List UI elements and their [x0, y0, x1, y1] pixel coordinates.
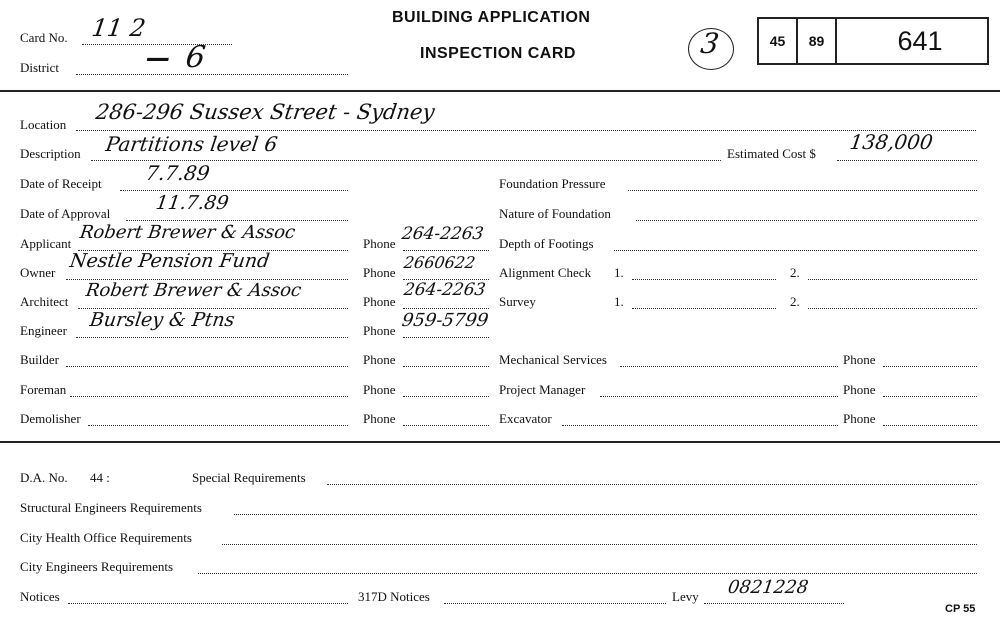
box-cell-1: 45	[759, 19, 798, 63]
date-of-receipt-line	[120, 190, 348, 191]
survey-1-label: 1.	[614, 294, 624, 309]
title-line-2: INSPECTION CARD	[420, 45, 576, 62]
mechanical-services-line	[620, 366, 838, 367]
da-no-value: 44 :	[90, 470, 110, 485]
mechanical-services-phone-label: Phone	[843, 352, 876, 367]
district-value: 6	[183, 40, 208, 75]
survey-1-line	[632, 308, 776, 309]
foreman-phone-label: Phone	[363, 382, 396, 397]
demolisher-phone-line	[403, 425, 489, 426]
city-engineers-requirements-line	[198, 573, 977, 574]
box-cell-2: 89	[798, 19, 837, 63]
survey-label: Survey	[499, 294, 536, 309]
demolisher-label: Demolisher	[20, 411, 81, 426]
estimated-cost-value: 138,000	[848, 130, 935, 154]
district-label: District	[20, 60, 59, 75]
date-of-approval-value: 11.7.89	[154, 192, 231, 214]
levy-line	[704, 603, 844, 604]
foundation-pressure-line	[628, 190, 977, 191]
engineer-label: Engineer	[20, 323, 67, 338]
builder-line	[66, 366, 348, 367]
form-code: CP 55	[945, 603, 976, 615]
da-no-label: D.A. No.	[20, 470, 68, 485]
district-line	[76, 74, 348, 75]
excavator-phone-label: Phone	[843, 411, 876, 426]
date-of-approval-label: Date of Approval	[20, 206, 111, 221]
estimated-cost-label: Estimated Cost $	[727, 146, 816, 161]
foreman-label: Foreman	[20, 382, 67, 397]
survey-2-label: 2.	[790, 294, 800, 309]
box-cell-3: 641	[897, 25, 943, 56]
foreman-phone-line	[403, 396, 489, 397]
alignment-check-label: Alignment Check	[499, 265, 592, 280]
applicant-phone-line	[403, 250, 489, 251]
architect-value: Robert Brewer & Assoc	[84, 280, 303, 301]
engineer-phone-line	[403, 337, 489, 338]
special-requirements-label: Special Requirements	[192, 470, 306, 485]
location-line	[76, 130, 976, 131]
architect-label: Architect	[20, 294, 69, 309]
applicant-value: Robert Brewer & Assoc	[78, 222, 297, 243]
health-requirements-line	[222, 544, 977, 545]
project-manager-label: Project Manager	[499, 382, 586, 397]
notices-line	[68, 603, 348, 604]
location-value: 286-296 Sussex Street - Sydney	[94, 100, 437, 124]
foundation-pressure-label: Foundation Pressure	[499, 176, 606, 191]
alignment-check-1-line	[632, 279, 776, 280]
applicant-label: Applicant	[20, 236, 72, 251]
levy-label: Levy	[672, 589, 699, 604]
description-label: Description	[20, 146, 81, 161]
description-value: Partitions level 6	[104, 132, 279, 156]
location-label: Location	[20, 117, 67, 132]
health-requirements-label: City Health Office Requirements	[20, 530, 192, 545]
owner-value: Nestle Pension Fund	[68, 250, 271, 272]
notices-317d-label: 317D Notices	[358, 589, 430, 604]
notices-317d-line	[444, 603, 666, 604]
engineer-phone-label: Phone	[363, 323, 396, 338]
depth-of-footings-line	[614, 250, 977, 251]
city-engineers-requirements-label: City Engineers Requirements	[20, 559, 174, 574]
project-manager-phone-line	[883, 396, 977, 397]
alignment-check-1-label: 1.	[614, 265, 624, 280]
special-requirements-line	[327, 484, 977, 485]
date-of-approval-line	[126, 220, 348, 221]
nature-of-foundation-label: Nature of Foundation	[499, 206, 611, 221]
levy-value: 0821228	[726, 577, 810, 598]
applicant-phone-value: 264-2263	[400, 224, 485, 244]
mechanical-services-phone-line	[883, 366, 977, 367]
depth-of-footings-label: Depth of Footings	[499, 236, 594, 251]
alignment-check-2-label: 2.	[790, 265, 800, 280]
owner-phone-value: 2660622	[402, 253, 477, 272]
engineer-value: Bursley & Ptns	[88, 309, 237, 331]
builder-phone-line	[403, 366, 489, 367]
title-line-1: BUILDING APPLICATION	[392, 9, 591, 26]
nature-of-foundation-line	[636, 220, 977, 221]
excavator-phone-line	[883, 425, 977, 426]
notices-label: Notices	[20, 589, 60, 604]
date-of-receipt-value: 7.7.89	[144, 161, 212, 185]
structural-requirements-line	[234, 514, 977, 515]
card-no-value: 11 2	[90, 14, 148, 42]
circled-number: 3	[698, 27, 722, 60]
estimated-cost-line	[837, 160, 977, 161]
district-strike-mark: —	[143, 44, 173, 72]
alignment-check-2-line	[808, 279, 977, 280]
survey-2-line	[808, 308, 977, 309]
middle-rule	[0, 441, 1000, 443]
engineer-line	[76, 337, 348, 338]
owner-label: Owner	[20, 265, 56, 280]
builder-label: Builder	[20, 352, 59, 367]
structural-requirements-label: Structural Engineers Requirements	[20, 500, 202, 515]
header-rule	[0, 90, 1000, 92]
excavator-line	[562, 425, 838, 426]
demolisher-line	[88, 425, 348, 426]
architect-phone-label: Phone	[363, 294, 396, 309]
builder-phone-label: Phone	[363, 352, 396, 367]
card-number-box	[757, 17, 989, 65]
architect-phone-value: 264-2263	[402, 280, 487, 300]
excavator-label: Excavator	[499, 411, 552, 426]
applicant-phone-label: Phone	[363, 236, 396, 251]
card-no-label: Card No.	[20, 30, 68, 45]
demolisher-phone-label: Phone	[363, 411, 396, 426]
mechanical-services-label: Mechanical Services	[499, 352, 607, 367]
foreman-line	[70, 396, 348, 397]
project-manager-phone-label: Phone	[843, 382, 876, 397]
architect-phone-line	[403, 308, 489, 309]
project-manager-line	[600, 396, 838, 397]
owner-phone-label: Phone	[363, 265, 396, 280]
engineer-phone-value: 959-5799	[400, 310, 490, 331]
date-of-receipt-label: Date of Receipt	[20, 176, 102, 191]
